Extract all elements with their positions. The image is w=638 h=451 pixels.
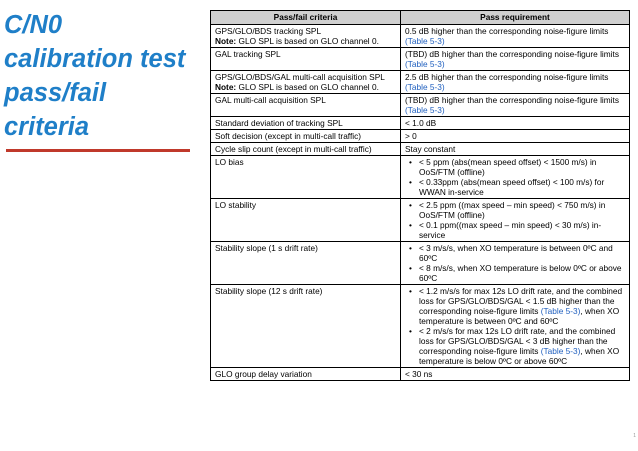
criteria-cell: Stability slope (1 s drift rate) — [211, 242, 401, 285]
note-label: Note: — [215, 36, 237, 46]
note-text: GLO SPL is based on GLO channel 0. — [236, 36, 379, 46]
requirement-cell — [401, 199, 630, 242]
bullet-text: , when XO temperature is below 0ºC or above 60ºC — [419, 346, 620, 366]
criteria-cell: Cycle slip count (except in multi-call traffic) — [211, 143, 401, 156]
requirement-cell: < 30 ns — [401, 368, 630, 381]
list-item: • < 8 m/s/s, when XO temperature is below 0ºC or above 60ºC — [419, 263, 625, 283]
requirement-text: 2.5 dB higher than the corresponding noise-figure limits — [405, 72, 609, 82]
table-reference-link[interactable]: (Table 5-3) — [540, 306, 581, 316]
table-row — [211, 143, 630, 156]
table-reference-link[interactable]: (Table 5-3) — [405, 82, 445, 92]
requirement-list — [405, 200, 625, 240]
requirement-cell — [401, 285, 630, 368]
table-row — [211, 25, 630, 48]
table-row — [211, 71, 630, 94]
page-number: 1 — [633, 433, 636, 439]
requirement-list — [405, 286, 625, 366]
list-item: • < 5 ppm (abs(mean speed offset) < 1500 m/s) in OoS/FTM (offline) — [419, 157, 625, 177]
table-header-row — [211, 11, 630, 25]
header-requirement: Pass requirement — [401, 11, 630, 25]
table-row — [211, 285, 630, 368]
table-reference-link[interactable]: (Table 5-3) — [405, 36, 445, 46]
requirement-cell — [401, 94, 630, 117]
requirement-list — [405, 243, 625, 283]
requirement-cell: Stay constant — [401, 143, 630, 156]
requirement-cell — [401, 48, 630, 71]
criteria-cell — [211, 71, 401, 94]
criteria-text: GPS/GLO/BDS tracking SPL — [215, 26, 322, 36]
bullet-text: , when XO temperature is between 0ºC and 60ºC — [419, 306, 620, 326]
criteria-cell: Soft decision (except in multi-call traffic) — [211, 130, 401, 143]
table-row — [211, 199, 630, 242]
requirement-text: (TBD) dB higher than the corresponding noise-figure limits — [405, 95, 619, 105]
title-line-2: calibration test — [4, 45, 186, 73]
list-item — [419, 286, 625, 326]
criteria-cell: LO bias — [211, 156, 401, 199]
criteria-table — [210, 10, 630, 381]
header-criteria: Pass/fail criteria — [211, 11, 401, 25]
criteria-cell: LO stability — [211, 199, 401, 242]
bullet-text: < 2 m/s/s for max 12s LO drift rate, and the combined loss for GPS/GLO/BDS/GAL < 3 dB higher than the corresponding noise-figure limits — [419, 326, 616, 356]
table-row — [211, 156, 630, 199]
table-reference-link[interactable]: (Table 5-3) — [405, 59, 445, 69]
list-item: • < 0.1 ppm((max speed – min speed) < 30 m/s) in-service — [419, 220, 625, 240]
requirement-cell — [401, 156, 630, 199]
criteria-cell — [211, 25, 401, 48]
requirement-cell — [401, 242, 630, 285]
table-reference-link[interactable]: (Table 5-3) — [405, 105, 445, 115]
criteria-note — [215, 82, 396, 92]
criteria-cell: Standard deviation of tracking SPL — [211, 117, 401, 130]
requirement-cell: > 0 — [401, 130, 630, 143]
title-underline — [6, 149, 190, 152]
table-row — [211, 130, 630, 143]
bullet-text: < 1.2 m/s/s for max 12s LO drift rate, and the combined loss for GPS/GLO/BDS/GAL < 1.5 dB higher than the corresponding noise-figure limits — [419, 286, 623, 316]
criteria-text: GPS/GLO/BDS/GAL multi-call acquisition SPL — [215, 72, 385, 82]
requirement-list — [405, 157, 625, 197]
title-line-4: criteria — [4, 113, 90, 141]
table-row — [211, 94, 630, 117]
list-item: • < 3 m/s/s, when XO temperature is between 0ºC and 60ºC — [419, 243, 625, 263]
criteria-cell: GLO group delay variation — [211, 368, 401, 381]
criteria-note — [215, 36, 396, 46]
table-row — [211, 368, 630, 381]
requirement-cell: < 1.0 dB — [401, 117, 630, 130]
list-item — [419, 326, 625, 366]
title-line-1: C/N0 — [4, 11, 63, 39]
list-item: • < 0.33ppm (abs(mean speed offset) < 100 m/s) for WWAN in-service — [419, 177, 625, 197]
note-label: Note: — [215, 82, 237, 92]
table-reference-link[interactable]: (Table 5-3) — [540, 346, 581, 356]
requirement-cell — [401, 25, 630, 48]
note-text: GLO SPL is based on GLO channel 0. — [236, 82, 379, 92]
table-row — [211, 48, 630, 71]
requirement-text: 0.5 dB higher than the corresponding noise-figure limits — [405, 26, 609, 36]
criteria-cell: Stability slope (12 s drift rate) — [211, 285, 401, 368]
requirement-cell — [401, 71, 630, 94]
table-row — [211, 242, 630, 285]
criteria-cell: GAL multi-call acquisition SPL — [211, 94, 401, 117]
list-item: • < 2.5 ppm ((max speed – min speed) < 750 m/s) in OoS/FTM (offline) — [419, 200, 625, 220]
table-row — [211, 117, 630, 130]
title-line-3: pass/fail — [4, 79, 107, 107]
slide-title — [4, 8, 204, 144]
requirement-text: (TBD) dB higher than the corresponding noise-figure limits — [405, 49, 619, 59]
criteria-cell: GAL tracking SPL — [211, 48, 401, 71]
